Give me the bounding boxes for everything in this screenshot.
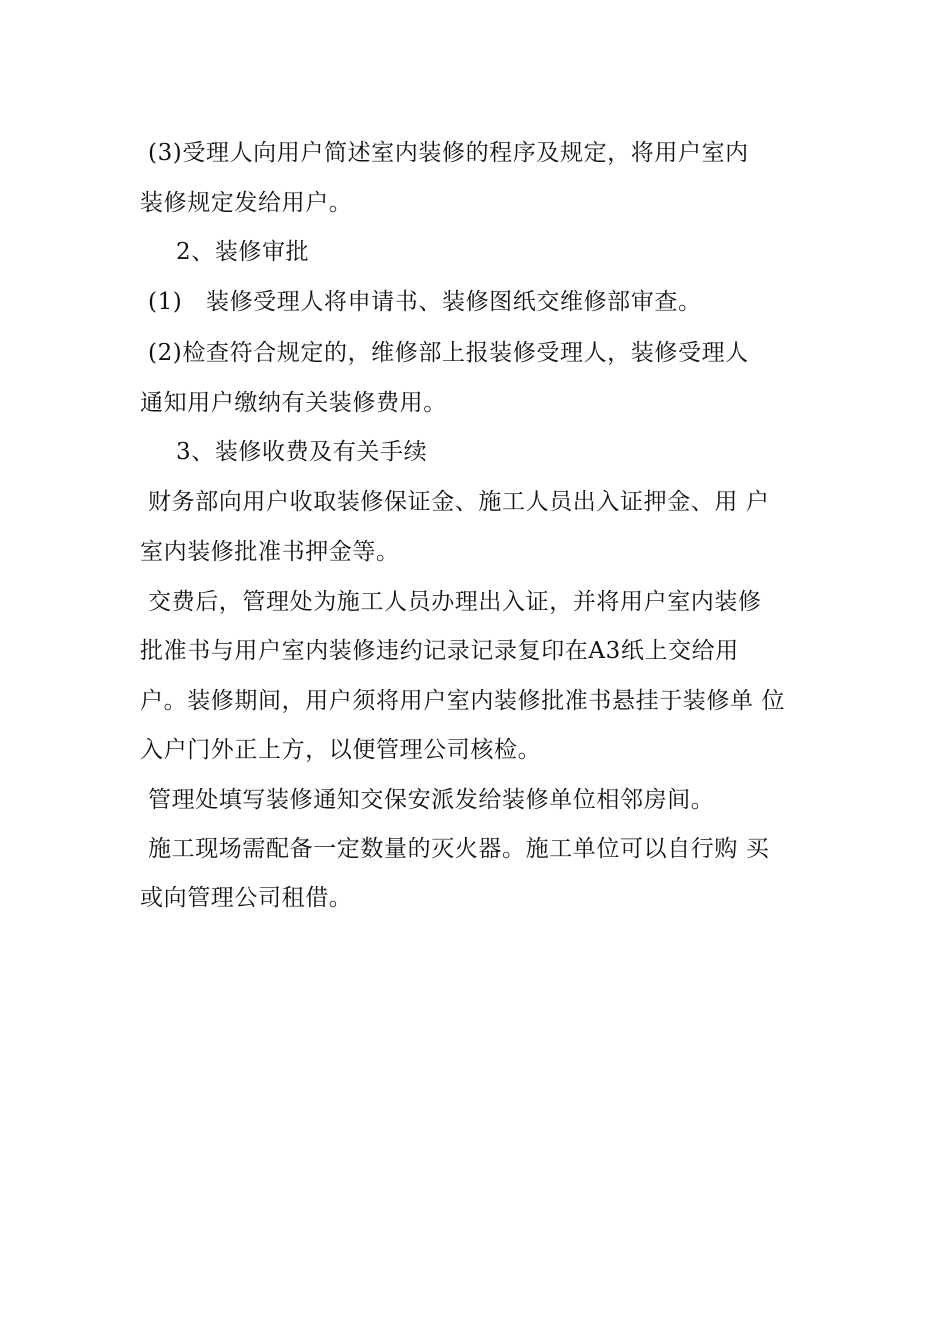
paragraph-line: 或向管理公司租借。 [140, 885, 353, 911]
paragraph-line: 通知用户缴纳有关装修费用。 [140, 390, 447, 416]
paragraph-line: 入户门外正上方，以便管理公司核检。 [140, 737, 542, 763]
paragraph-line: (1) 装修受理人将申请书、装修图纸交维修部审查。 [148, 289, 702, 315]
paragraph-line: (2)检查符合规定的，维修部上报装修受理人，装修受理人 [148, 340, 749, 366]
paragraph-line: 管理处填写装修通知交保安派发给装修单位相邻房间。 [148, 787, 715, 813]
paragraph-line: 交费后，管理处为施工人员办理出入证，并将用户室内装修 [148, 589, 762, 615]
section-heading: 3、装修收费及有关手续 [176, 439, 428, 465]
paragraph-line: 施工现场需配备一定数量的灭火器。施工单位可以自行购 买 [148, 836, 770, 862]
paragraph-line: 装修规定发给用户。 [140, 190, 353, 216]
section-heading: 2、装修审批 [176, 239, 310, 265]
paragraph-line: 户。装修期间，用户须将用户室内装修批准书悬挂于装修单 位 [140, 688, 786, 714]
paragraph-line: (3)受理人向用户简述室内装修的程序及规定，将用户室内 [148, 140, 749, 166]
paragraph-line: 财务部向用户收取装修保证金、施工人员出入证押金、用 户 [148, 489, 770, 515]
paragraph-line: 室内装修批准书押金等。 [140, 539, 400, 565]
paragraph-line: 批准书与用户室内装修违约记录记录复印在A3纸上交给用 [140, 638, 739, 664]
